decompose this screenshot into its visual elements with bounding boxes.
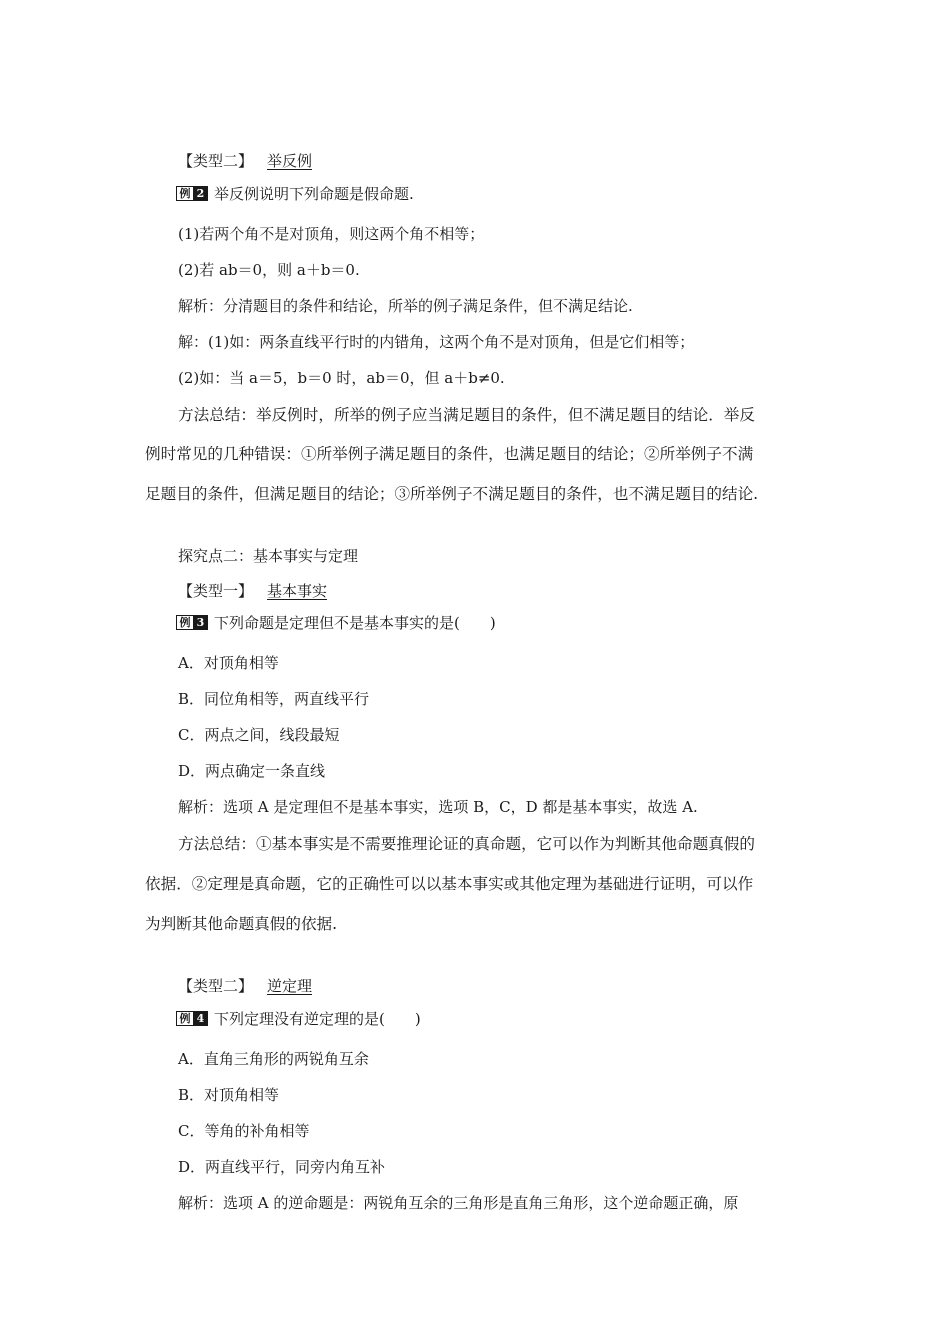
option-item: D．两点确定一条直线	[178, 762, 326, 780]
example-4	[176, 1008, 421, 1030]
list-item: (1)若两个角不是对顶角，则这两个角不相等；	[178, 225, 485, 243]
summary-line: 方法总结：举反例时，所举的例子应当满足题目的条件，但不满足题目的结论．举反	[178, 406, 755, 424]
solution-text: (2)如：当 a＝5，b＝0 时，ab＝0，但 a＋b≠0.	[178, 369, 505, 387]
example-question: 下列定理没有逆定理的是( )	[214, 1010, 421, 1028]
option-item: C．等角的补角相等	[178, 1122, 310, 1140]
example-badge-number: 3	[193, 615, 208, 630]
type-tag: 【类型一】	[178, 582, 254, 600]
example-badge-label: 例	[176, 186, 194, 201]
summary-line: 方法总结：①基本事实是不需要推理论证的真命题，它可以作为判断其他命题真假的	[178, 835, 755, 853]
type-tag: 【类型二】	[178, 977, 254, 995]
type-name: 举反例	[267, 152, 313, 170]
summary-line: 足题目的条件，但满足题目的结论；③所举例子不满足题目的条件，也不满足题目的结论.	[145, 485, 759, 503]
option-item: C．两点之间，线段最短	[178, 726, 340, 744]
option-item: D．两直线平行，同旁内角互补	[178, 1158, 386, 1176]
example-badge-number: 4	[193, 1011, 208, 1026]
summary-line: 例时常见的几种错误：①所举例子满足题目的条件，也满足题目的结论；②所举例子不满	[145, 445, 754, 463]
example-question: 举反例说明下列命题是假命题.	[214, 185, 414, 203]
type-name: 基本事实	[267, 582, 328, 600]
type-tag: 【类型二】	[178, 152, 254, 170]
type-name: 逆定理	[267, 977, 313, 995]
type-heading-basic-facts	[178, 580, 327, 602]
example-badge	[176, 615, 208, 630]
example-badge	[176, 1011, 208, 1026]
list-item: (2)若 ab＝0，则 a＋b＝0.	[178, 261, 360, 279]
example-3	[176, 612, 496, 634]
summary-line: 为判断其他命题真假的依据.	[145, 915, 338, 933]
solution-text: 解：(1)如：两条直线平行时的内错角，这两个角不是对顶角，但是它们相等；	[178, 333, 695, 351]
example-badge-number: 2	[193, 186, 208, 201]
option-item: A．对顶角相等	[178, 654, 279, 672]
example-badge	[176, 186, 208, 201]
option-item: B．对顶角相等	[178, 1086, 280, 1104]
analysis-text: 解析：分清题目的条件和结论，所举的例子满足条件，但不满足结论.	[178, 297, 633, 315]
analysis-text: 解析：选项 A 是定理但不是基本事实，选项 B，C，D 都是基本事实，故选 A.	[178, 798, 698, 816]
option-item: A．直角三角形的两锐角互余	[178, 1050, 369, 1068]
example-question: 下列命题是定理但不是基本事实的是( )	[214, 614, 496, 632]
example-badge-label: 例	[176, 615, 194, 630]
option-item: B．同位角相等，两直线平行	[178, 690, 370, 708]
summary-line: 依据．②定理是真命题，它的正确性可以以基本事实或其他定理为基础进行证明，可以作	[145, 875, 754, 893]
example-badge-label: 例	[176, 1011, 194, 1026]
type-heading-counterexample	[178, 150, 312, 172]
type-heading-converse-theorem	[178, 975, 312, 997]
section-heading: 探究点二：基本事实与定理	[178, 547, 359, 565]
example-2	[176, 183, 414, 205]
analysis-text: 解析：选项 A 的逆命题是：两锐角互余的三角形是直角三角形，这个逆命题正确，原	[178, 1194, 739, 1212]
